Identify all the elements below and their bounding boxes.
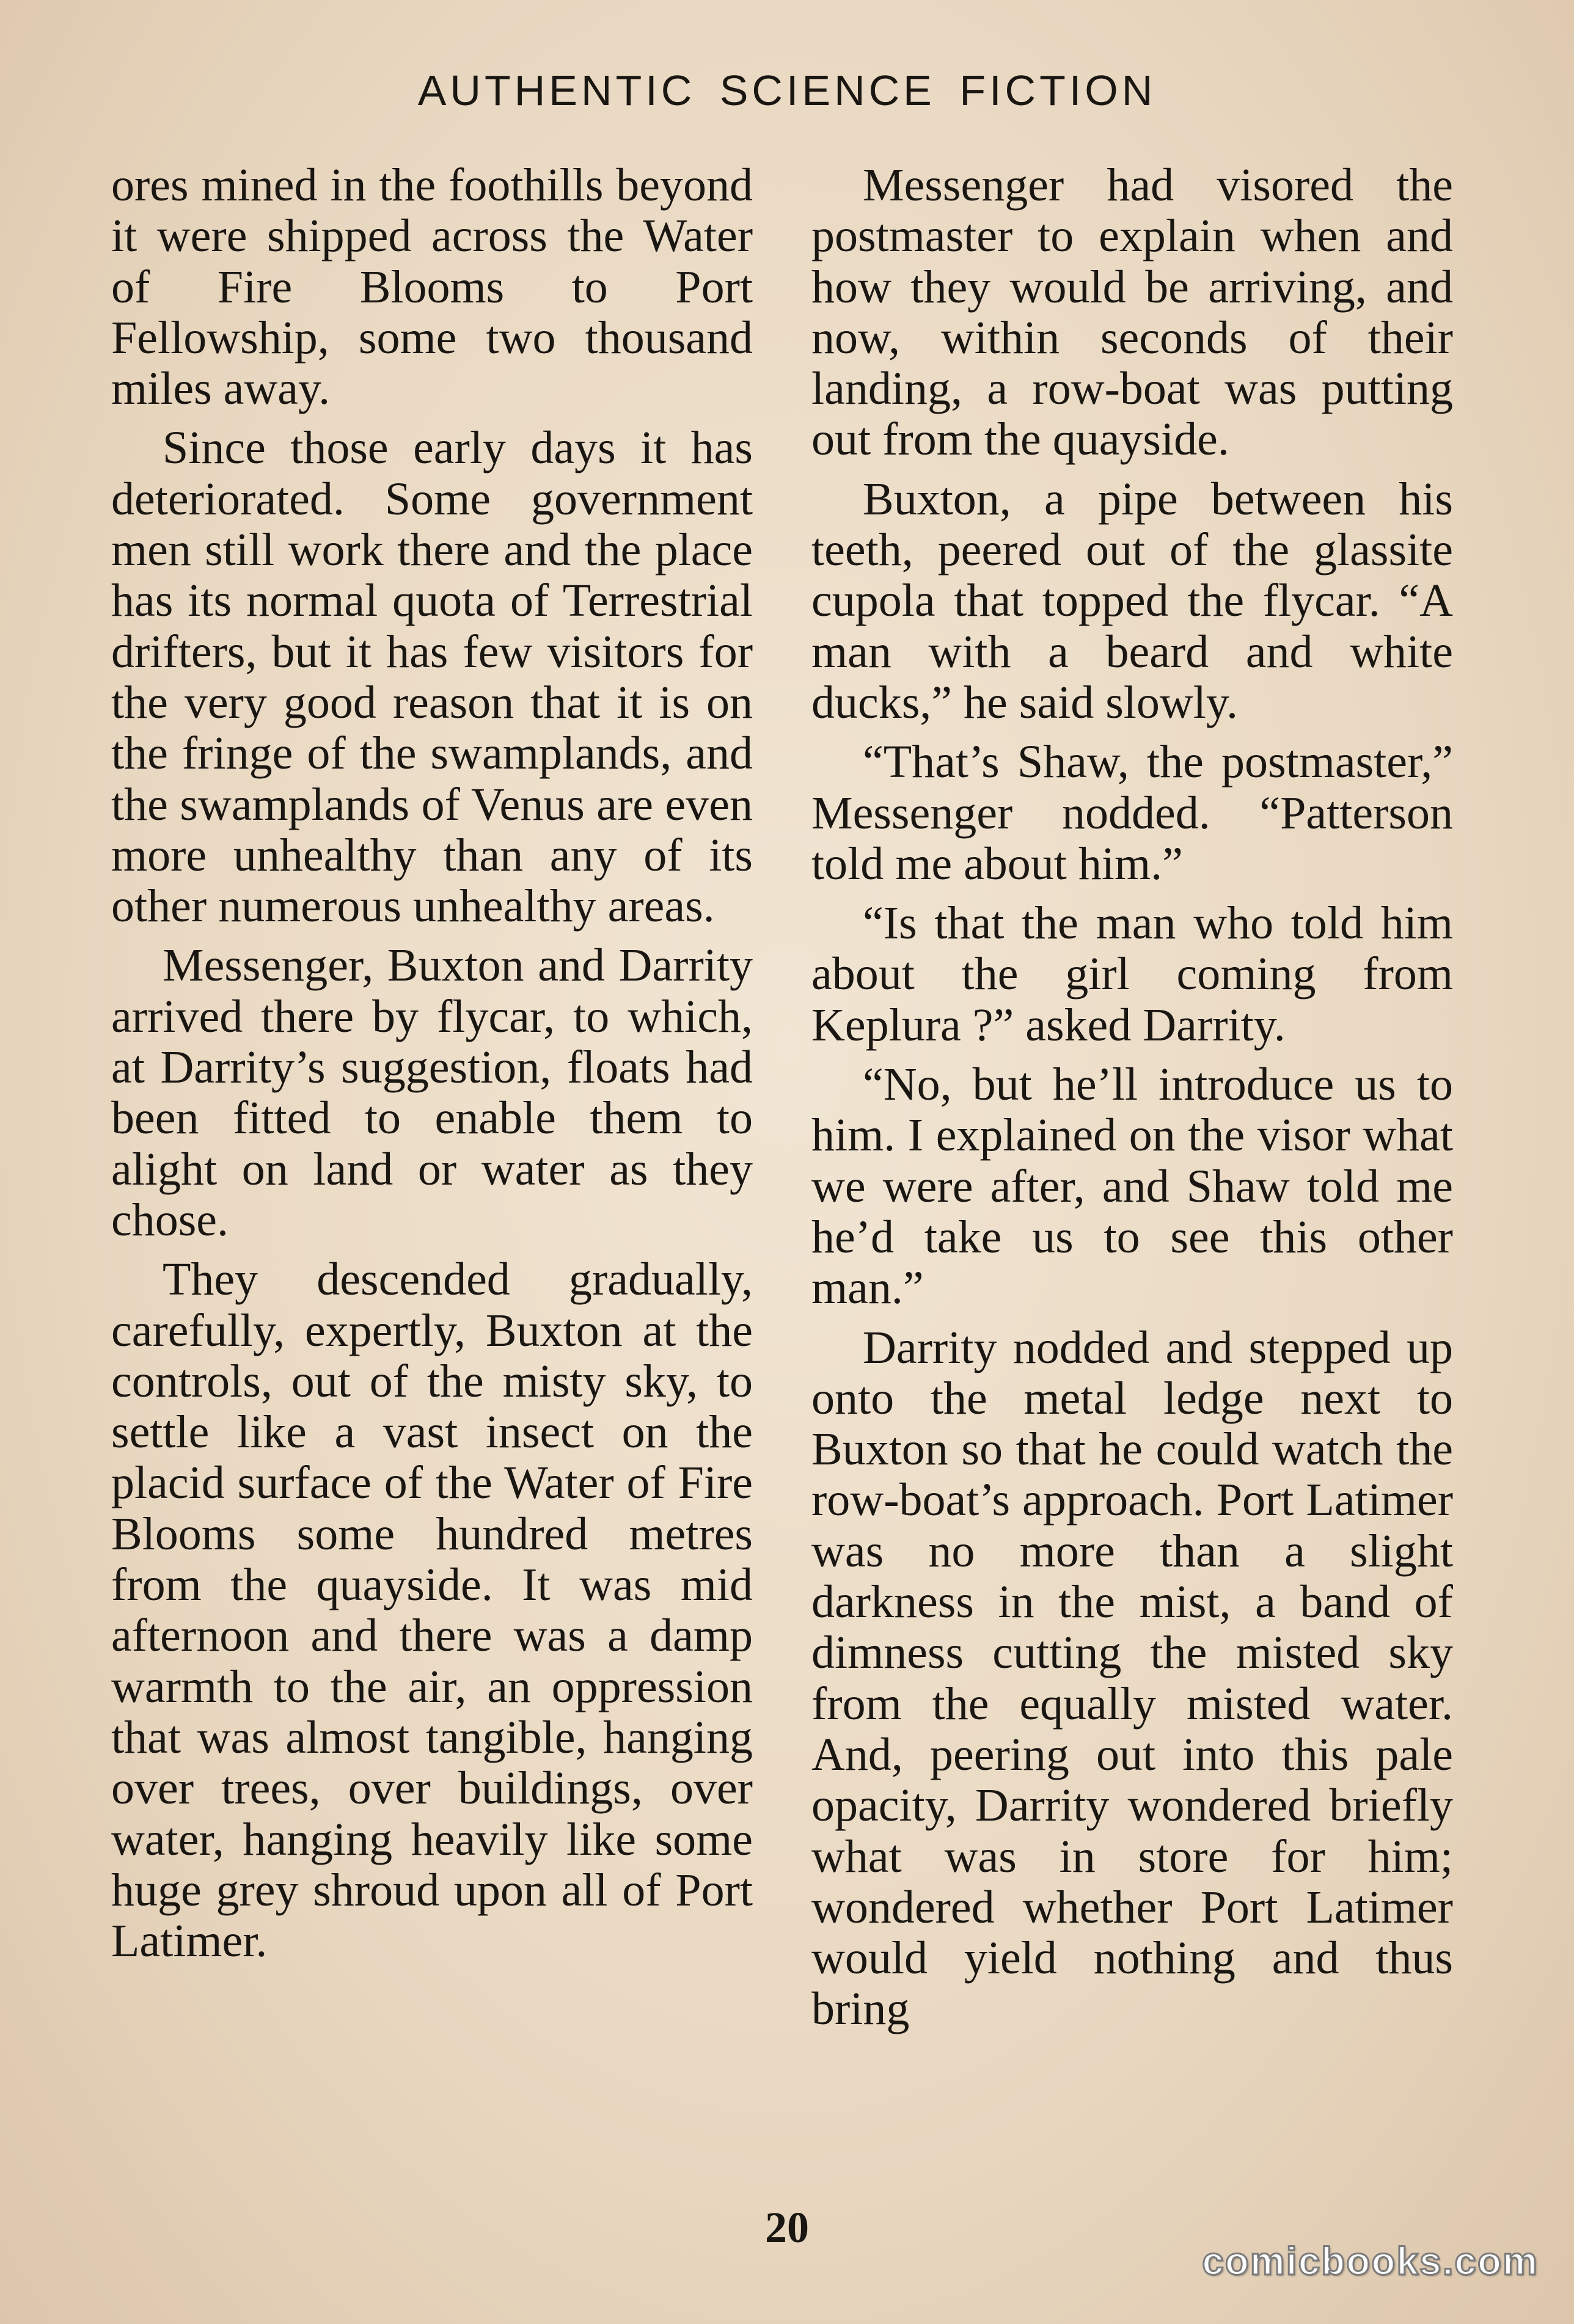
paragraph: Buxton, a pipe between his teeth, peered out of the glassite cupola that topped the flycar. “A man with a beard and white ducks,” he said slowly. bbox=[811, 473, 1453, 728]
paragraph: ores mined in the foothills beyond it were shipped across the Water of Fire Blooms to Port Fellowship, some two thousand miles away. bbox=[111, 159, 753, 415]
paragraph: “Is that the man who told him about the girl coming from Keplura ?” asked Darrity. bbox=[811, 897, 1453, 1051]
left-column bbox=[111, 160, 753, 1975]
paragraph: They descended gradually, carefully, expertly, Buxton at the controls, out of the misty sky, to settle like a vast insect on the placid surface of the Water of Fire Blooms some hundred metres from the quayside. It was mid afternoon and there was a damp warmth to the air, an oppression that was almost tangible, hanging over trees, over buildings, over water, hanging heavily like some huge grey shroud upon all of Port Latimer. bbox=[111, 1254, 753, 1967]
paragraph: Darrity nodded and stepped up onto the metal ledge next to Buxton so that he could watch the row-boat’s approach. Port Latimer was no more than a slight darkness in the mist, a band of dimness cutting the misted sky from the equally misted water. And, peering out into this pale opacity, Darrity wondered briefly what was in store for him; wondered whether Port Latimer would yield nothing and thus bring bbox=[811, 1321, 1453, 2035]
page-number: 20 bbox=[765, 2203, 809, 2252]
paragraph: Since those early days it has deteriorated. Some government men still work there and the place has its normal quota of Terrestrial drifters, but it has few visitors for the very good reason that it is on the fringe of the swamplands, and the swamplands of Venus are even more unhealthy than any of its other numerous unhealthy areas. bbox=[111, 422, 753, 932]
watermark: comicbooks.com bbox=[1202, 2239, 1539, 2283]
running-head: AUTHENTIC SCIENCE FICTION bbox=[417, 67, 1157, 114]
paragraph: “No, but he’ll introduce us to him. I explained on the visor what we were after, and Shaw told me he’d take us to see this other man.” bbox=[811, 1059, 1453, 1314]
right-column bbox=[811, 160, 1453, 2044]
paragraph: “That’s Shaw, the postmaster,” Messenger nodded. “Patterson told me about him.” bbox=[811, 736, 1453, 890]
paragraph: Messenger, Buxton and Darrity arrived there by flycar, to which, at Darrity’s suggestion, floats had been fitted to enable them to alight on land or water as they chose. bbox=[111, 940, 753, 1246]
paragraph: Messenger had visored the postmaster to explain when and how they would be arriving, and now, within seconds of their landing, a row-boat was putting out from the quayside. bbox=[811, 159, 1453, 466]
